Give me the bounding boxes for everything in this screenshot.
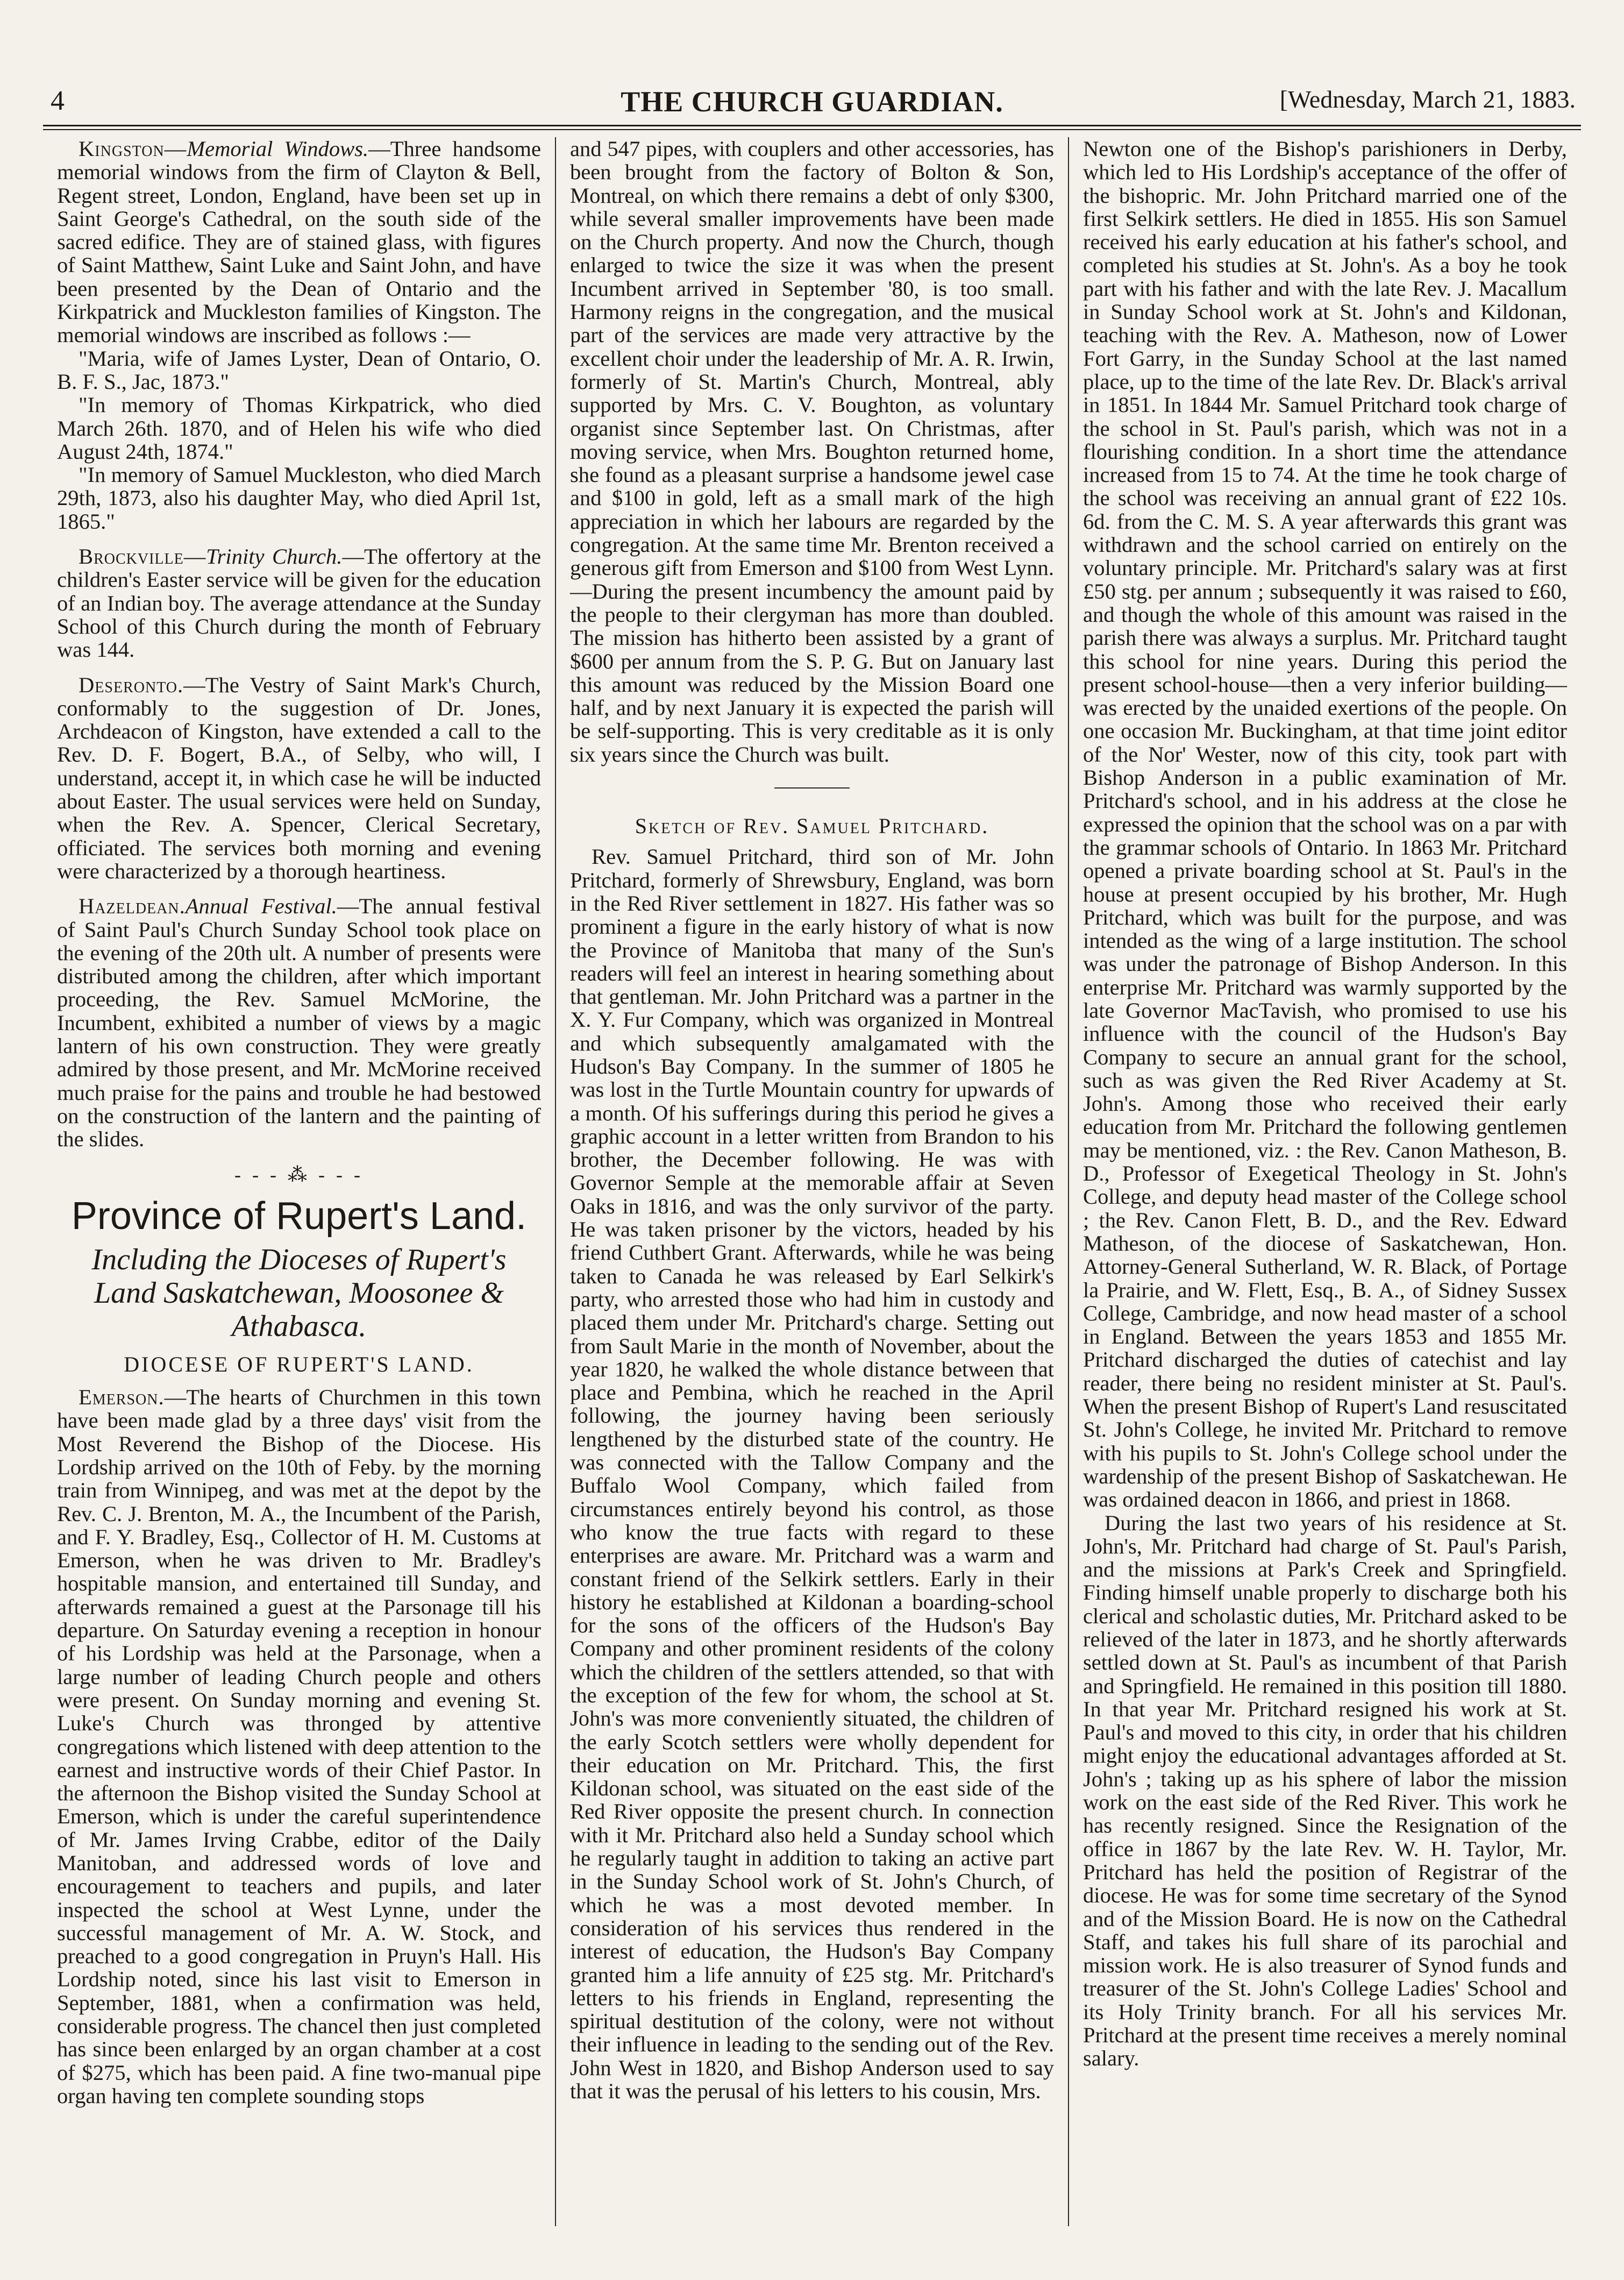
article-columns	[43, 137, 1581, 2226]
section-divider	[774, 787, 850, 789]
brockville-body: —The offertory at the children's Easter service will be given for the education of an Indian boy. The average attendance at the Sunday School of this Church during the month of February was 144.	[57, 544, 541, 662]
kingston-paragraph	[57, 137, 541, 347]
sketch-heading: Sketch of Rev. Samuel Pritchard.	[635, 814, 989, 839]
brockville-paragraph	[57, 545, 541, 661]
sketch-continued: Newton one of the Bishop's parishioners in Derby, which led to His Lordship's acceptance of the offer of the bishopric. Mr. John Pritchard married one of the first Selkirk settlers. He died in 1855. His son Samuel received his early education at his father's school, and completed his studies at St. John's. As a boy he took part with his father and with the late Rev. J. Macallum in Sunday School work at St. John's and Kildonan, teaching with the Rev. A. Matheson, now of Lower Fort Garry, in the Sunday School at the last named place, up to the time of the late Rev. Dr. Black's arrival in 1851. In 1844 Mr. Samuel Pritchard took charge of the school in St. Paul's parish, which was not in a flourishing condition. In a short time the attendance increased from 15 to 74. At the time he took charge of the school was receiving an annual grant of £22 10s. 6d. from the C. M. S. A year afterwards this grant was withdrawn and the school carried on entirely on the voluntary principle. Mr. Pritchard's salary was at first £50 stg. per annum ; subsequently it was raised to £60, and though the whole of this amount was raised in the parish there was always a surplus. Mr. Pritchard taught this school for nine years. During this period the present school-house—then a very inferior building—was erected by the unaided exertions of the people. On one occasion Mr. Buckingham, at that time joint editor of the Nor' Wester, now of this city, took part with Bishop Anderson in a public examination of Mr. Pritchard's school, and in his address at the close he expressed the opinion that the school was on a par with the grammar schools of Ontario. In 1863 Mr. Pritchard opened a private boarding school at St. Paul's in the house at present occupied by his brother, Mr. Hugh Pritchard, which was built for the purpose, and was intended as the wing of a large institution. The school was under the patronage of Bishop Anderson. In this enterprise Mr. Pritchard was warmly supported by the late Governor MacTavish, who promised to use his influence with the council of the Hudson's Bay Company to secure an annual grant for the school, such as was given the Red River Academy at St. John's. Among those who received their early education from Mr. Pritchard the following gentlemen may be mentioned, viz. : the Rev. Canon Matheson, B. D., Professor of Exegetical Theology in St. John's College, and deputy head master of the College school ; the Rev. Canon Flett, B. D., and the Rev. Edward Matheson, of the diocese of Saskatchewan, Hon. Attorney-General Sutherland, W. R. Black, of Portage la Prairie, and W. Flett, Esq., B. A., of Sidney Sussex College, Cambridge, and now head master of a school in England. Between the years 1853 and 1855 Mr. Pritchard discharged the duties of catechist and lay reader, there being no resident minister at St. Paul's. When the present Bishop of Rupert's Land resuscitated St. John's College, he invited Mr. Pritchard to remove with his pupils to St. John's College school under the wardenship of the present Bishop of Saskatchewan. He was ordained deacon in 1866, and priest in 1868.	[1083, 137, 1567, 1512]
sketch-paragraph: Rev. Samuel Pritchard, third son of Mr. John Pritchard, formerly of Shrewsbury, England, was born in the Red River settlement in 1827. His father was so prominent a figure in the early history of what is now the Province of Manitoba that many of the Sun's readers will feel an interest in hearing something about that gentleman. Mr. John Pritchard was a partner in the X. Y. Fur Company, which was organized in Montreal and which subsequently amalgamated with the Hudson's Bay Company. In the summer of 1805 he was lost in the Turtle Mountain country for upwards of a month. Of his sufferings during this period he gives a graphic account in a letter written from Brandon to his brother, the December following. He was with Governor Semple at the memorable affair at Seven Oaks in 1816, and was the only survivor of the party. He was taken prisoner by the victors, headed by his friend Cuthbert Grant. Afterwards, while he was being taken to Canada he was released by Earl Selkirk's party, who arrested those who had him in custody and placed them under Mr. Pritchard's charge. Setting out from Sault Marie in the month of November, about the year 1820, he walked the whole distance between that place and Pembina, which he reached in the April following, the journey having been seriously lengthened by the disturbed state of the country. He was connected with the Tallow Company and the Buffalo Wool Company, which failed from circumstances entirely beyond his control, as those who know the true facts with regard to these enterprises are aware. Mr. Pritchard was a warm and constant friend of the Selkirk settlers. Early in their history he established at Kildonan a boarding-school for the sons of the officers of the Hudson's Bay Company and other prominent residents of the colony which the children of the settlers attended, so that with the exception of the few for whom, the school at St. John's was more conveniently situated, the children of the early Scotch settlers were wholly dependent for their education on Mr. Pritchard. This, the first Kildonan school, was situated on the east side of the Red River opposite the present church. In connection with it Mr. Pritchard also held a Sunday school which he regularly taught in addition to taking an active part in the Sunday School work of St. John's Church, of which he was a most devoted member. In consideration of his services thus rendered in the interest of education, the Hudson's Bay Company granted him a life annuity of £25 stg. Mr. Pritchard's letters to his friends in England, representing the spiritual destitution of the colony, were not without their influence in leading to the sending out of the Rev. John West in 1820, and Bishop Anderson used to say that it was the perusal of his letters to his cousin, Mrs.	[570, 844, 1054, 2104]
emerson-paragraph	[57, 1386, 541, 2107]
emerson-lead: Emerson.	[79, 1385, 165, 1410]
sketch-paragraph-2: During the last two years of his residence at St. John's, Mr. Pritchard had charge of St. Paul's Parish, and the missions at Park's Creek and Springfield. Finding himself unable properly to discharge both his clerical and scholastic duties, Mr. Pritchard asked to be relieved of the later in 1873, and he shortly afterwards settled down at St. Paul's as incumbent of that Parish and Springfield. He remained in this position till 1880. In that year Mr. Pritchard resigned his work at St. Paul's and moved to this city, in order that his children might enjoy the educational advantages afforded at St. John's ; taking up as his sphere of labor the mission work on the east side of the Red River. This work he has recently resigned. Since the Resignation of the office in 1867 by the late Rev. W. H. Taylor, Mr. Pritchard has held the position of Registrar of the diocese. He was for some time secretary of the Synod and of the Mission Board. He is now on the Cathedral Staff, and takes his full share of its parochial and mission work. He is also treasurer of Synod funds and treasurer of the St. John's College Ladies' School and its Holy Trinity branch. For all his services Mr. Pritchard at the present time receives a merely nominal salary.	[1083, 1510, 1567, 2071]
kingston-title: Memorial Windows.	[187, 137, 369, 161]
inscription-3: "In memory of Samuel Muckleston, who died March 29th, 1873, also his daughter May, who died April 1st, 1865."	[57, 463, 541, 534]
column-3	[1068, 137, 1581, 2226]
column-1	[43, 137, 555, 2226]
newspaper-title: THE CHURCH GUARDIAN.	[621, 86, 1003, 118]
column-2	[555, 137, 1068, 2226]
inscription-2: "In memory of Thomas Kirkpatrick, who died March 26th. 1870, and of Helen his wife who died August 24th, 1874."	[57, 393, 541, 464]
masthead	[43, 81, 1581, 118]
kingston-body: —Three handsome memorial windows from the firm of Clayton & Bell, Regent street, London, England, have been set up in Saint George's Cathedral, on the south side of the sacred edifice. They are of stained glass, with figures of Saint Matthew, Saint Luke and Saint John, and have been presented by the Dean of Ontario and the Kirkpatrick and Muckleston families of Kingston. The memorial windows are inscribed as follows :—	[57, 137, 541, 347]
hazeldean-lead: Hazeldean.	[79, 894, 186, 919]
province-heading: Province of Rupert's Land.	[71, 1194, 527, 1238]
hazeldean-paragraph	[57, 894, 541, 1150]
emerson-continued: and 547 pipes, with couplers and other accessories, has been brought from the factory of Bolton & Son, Montreal, on which there remains a debt of only $300, while several smaller improvements have been made on the Church property. And now the Church, though enlarged to twice the size it was when the present Incumbent arrived in September '80, is too small. Harmony reigns in the congregation, and the musical part of the services are made very attractive by the excellent choir under the leadership of Mr. A. R. Irwin, formerly of St. Martin's Church, Montreal, ably supported by Mrs. C. V. Boughton, as voluntary organist since September last. On Christmas, after moving service, when Mrs. Boughton returned home, she found as a pleasant surprise a handsome jewel case and $100 in gold, left as a small mark of the high appreciation in which her labours are regarded by the congregation. At the same time Mr. Brenton received a generous gift from Emerson and $100 from West Lynn.—During the present incumbency the amount paid by the people to their clergyman has more than doubled. The mission has hitherto been assisted by a grant of $600 per annum from the S. P. G. But on January last this amount was reduced by the Mission Board one half, and by next January it is expected the parish will be self-supporting. This is very creditable as it is only six years since the Church was built.	[570, 137, 1054, 766]
deseronto-lead: Deseronto.	[79, 672, 184, 697]
deseronto-body: —The Vestry of Saint Mark's Church, conformably to the suggestion of Dr. Jones, Archdeacon of Kingston, have extended a call to the Rev. D. F. Bogert, B.A., of Selby, who will, I understand, accept it, in which case he will be inducted about Easter. The usual services were held on Sunday, when the Rev. A. Spencer, Clerical Secretary, officiated. The services both morning and evening were characterized by a thorough heartiness.	[57, 672, 541, 883]
brockville-title: Trinity Church.	[206, 544, 343, 569]
masthead-rule-thin	[43, 129, 1581, 130]
page-number: 4	[51, 86, 65, 116]
hazeldean-title: Annual Festival.	[185, 894, 337, 919]
kingston-lead: Kingston—	[79, 137, 187, 161]
hazeldean-body: —The annual festival of Saint Paul's Church Sunday School took place on the evening of the 20th ult. A number of presents were distributed among the children, after which important proceeding, the Rev. Samuel McMorine, the Incumbent, exhibited a number of views by a magic lantern of his own construction. They were greatly admired by those present, and Mr. McMorine received much praise for the pains and trouble he had bestowed on the construction of the lantern and the painting of the slides.	[57, 894, 541, 1152]
including-dioceses-heading: Including the Dioceses of Rupert's Land Saskatchewan, Moosonee & Athabasca.	[91, 1242, 507, 1343]
inscription-1: "Maria, wife of James Lyster, Dean of Ontario, O. B. F. S., Jac, 1873."	[57, 346, 541, 394]
section-ornament: - - - ⁂ - - -	[234, 1164, 364, 1186]
issue-date: [Wednesday, March 21, 1883.	[1279, 86, 1576, 113]
masthead-rule	[43, 125, 1581, 126]
diocese-heading: DIOCESE OF RUPERT'S LAND.	[124, 1352, 474, 1376]
brockville-lead: Brockville—	[79, 544, 206, 569]
deseronto-paragraph	[57, 673, 541, 883]
emerson-body: —The hearts of Churchmen in this town have been made glad by a three days' visit from the Most Reverend the Bishop of the Diocese. His Lordship arrived on the 10th of Feby. by the morning train from Winnipeg, and was met at the depot by the Rev. C. J. Brenton, M. A., the Incumbent of the Parish, and F. Y. Bradley, Esq., Collector of H. M. Customs at Emerson, when he was driven to Mr. Bradley's hospitable mansion, and entertained till Sunday, and afterwards remained a guest at the Parsonage till his departure. On Saturday evening a reception in honour of his Lordship was held at the Parsonage, when a large number of leading Church people and others were present. On Sunday morning and evening St. Luke's Church was thronged by attentive congregations which listened with deep attention to the earnest and instructive words of their Chief Pastor. In the afternoon the Bishop visited the Sunday School at Emerson, which is under the careful superintendence of Mr. James Irving Crabbe, editor of the Daily Manitoban, and addressed words of love and encouragement to teachers and pupils, and later inspected the school at West Lynne, under the successful management of Mr. A. W. Stock, and preached to a good congregation in Pruyn's Hall. His Lordship noted, since his last visit to Emerson in September, 1881, when a confirmation was held, considerable progress. The chancel then just completed has since been enlarged by an organ chamber at a cost of $275, which has been paid. A fine two-manual pipe organ having ten complete sounding stops	[57, 1385, 541, 2108]
